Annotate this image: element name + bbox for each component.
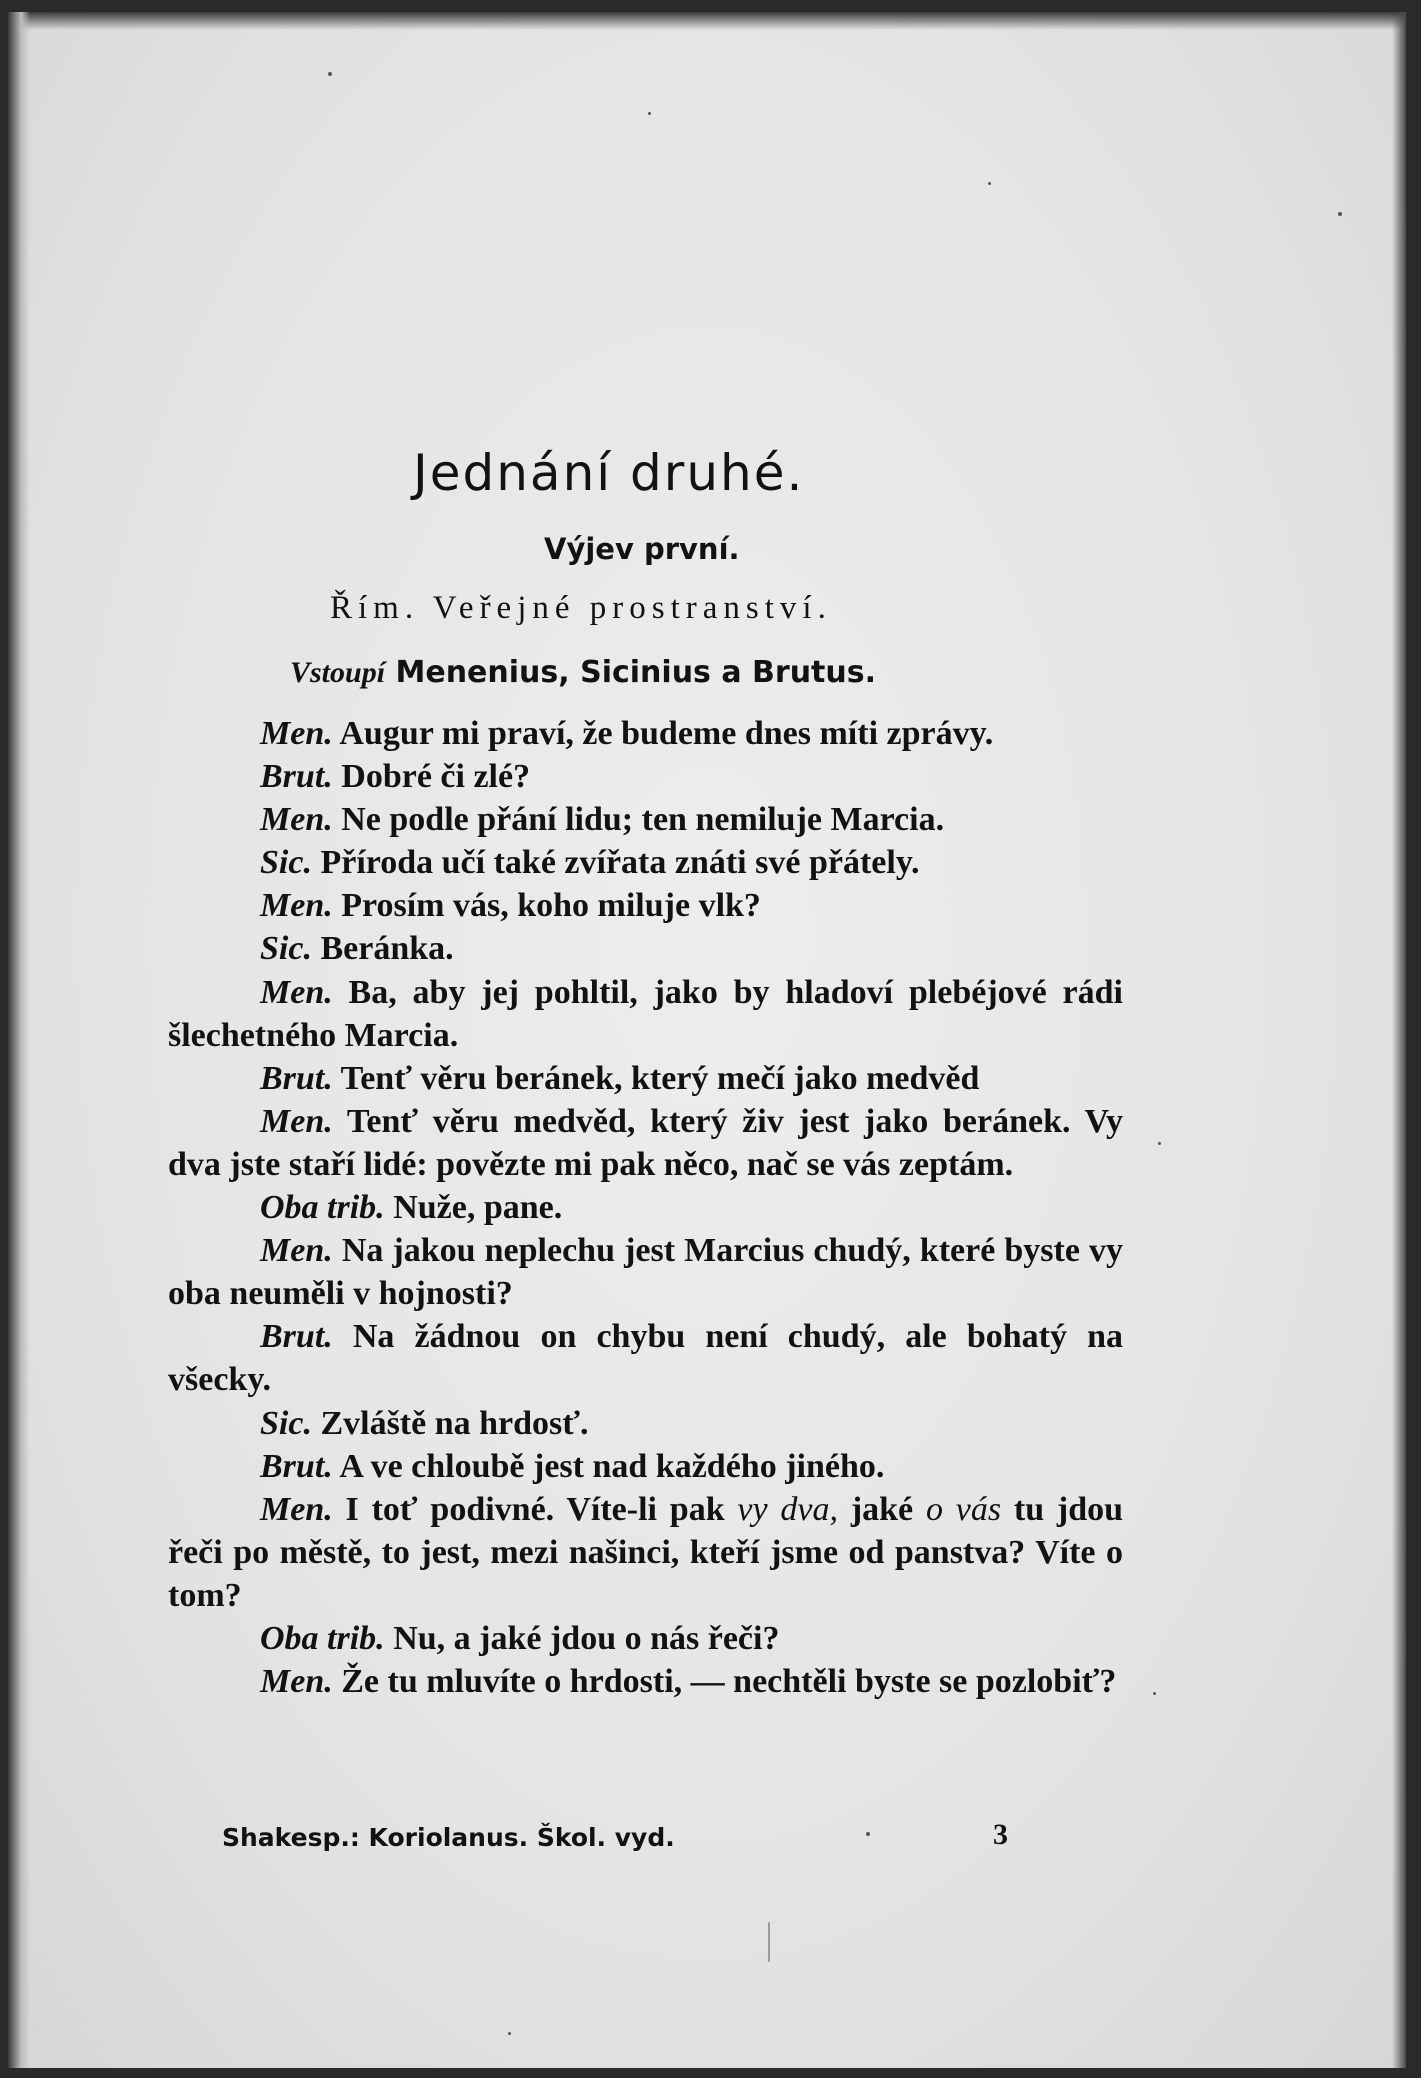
stage-direction <box>290 655 876 690</box>
speaker: Men. <box>260 1663 333 1701</box>
paper-speck <box>768 1922 770 1962</box>
speaker: Oba trib. <box>260 1189 385 1227</box>
speech: Nu, a jaké jdou o nás řeči? <box>393 1619 780 1657</box>
speaker: Men. <box>260 973 333 1011</box>
speech: Na jakou neplechu jest Marcius chudý, které byste vy oba neuměli v hojnosti? <box>168 1232 1124 1313</box>
speaker: Brut. <box>260 1447 333 1485</box>
speaker: Oba trib. <box>260 1619 385 1657</box>
speech: Dobré či zlé? <box>341 758 531 796</box>
speaker: Sic. <box>260 930 312 968</box>
emphasis: vy dva, <box>737 1490 838 1528</box>
dialogue-block <box>168 712 1123 1703</box>
dialogue-line <box>168 884 1123 927</box>
page-shadow-right <box>1392 12 1406 2068</box>
dialogue-line <box>168 1229 1123 1315</box>
speech: I toť podivné. Víte-li pak <box>345 1490 725 1528</box>
dialogue-line <box>168 1315 1123 1401</box>
paper-speck <box>328 72 332 76</box>
scene-title: Výjev první. <box>544 532 740 566</box>
speech: Na žádnou on chybu není chudý, ale bohatý na všecky. <box>168 1318 1123 1399</box>
speech: Nuže, pane. <box>393 1189 563 1227</box>
speaker: Men. <box>260 801 333 839</box>
page-number: 3 <box>993 1818 1008 1851</box>
dialogue-line <box>168 1488 1123 1617</box>
speech: Augur mi praví, že budeme dnes míti zprávy. <box>339 715 994 752</box>
speech: Ne podle přání lidu; ten nemiluje Marcia. <box>341 801 945 839</box>
speech: Příroda učí také zvířata znáti své přátely. <box>320 844 920 882</box>
speaker: Men. <box>260 887 333 925</box>
speaker: Men. <box>260 1232 333 1270</box>
paper-speck <box>866 1832 870 1836</box>
speech: Beránka. <box>320 930 454 968</box>
dialogue-line <box>168 1402 1123 1445</box>
speech: Ba, aby jej pohltil, jako by hladoví plebéjové rádi šlechetného Marcia. <box>168 973 1123 1054</box>
speech: tu jdou řeči po městě, to jest, mezi našinci, kteří jsme od panstva? Víte o tom? <box>168 1490 1124 1614</box>
speech: Že tu mluvíte o hrdosti, — nechtěli byste se pozlobiť? <box>341 1663 1117 1701</box>
page-shadow-top <box>8 12 1406 30</box>
emphasis: o vás <box>925 1490 1002 1528</box>
dialogue-line <box>168 755 1123 798</box>
paper-speck <box>1158 1142 1161 1145</box>
speaker: Sic. <box>260 844 312 882</box>
speech: Tenť věru medvěd, který živ jest jako beránek. Vy dva jste staří lidé: povězte mi pak něco, nač se vás zeptám. <box>168 1102 1123 1183</box>
paper-speck <box>988 182 991 185</box>
dialogue-line <box>168 927 1123 970</box>
page-footer-source: Shakesp.: Koriolanus. Škol. vyd. <box>222 1823 675 1852</box>
dialogue-line <box>168 1617 1123 1660</box>
dialogue-line <box>168 1100 1123 1186</box>
speaker: Men. <box>260 1102 333 1140</box>
dialogue-line <box>168 1186 1123 1229</box>
stage-direction-verb: Vstoupí <box>290 656 386 689</box>
speech: Zvláště na hrdosť. <box>320 1404 589 1442</box>
dialogue-line <box>168 971 1123 1057</box>
stage-direction-characters: Menenius, Sicinius a Brutus. <box>395 655 877 690</box>
act-title: Jednání druhé. <box>413 444 805 502</box>
paper-speck <box>1338 212 1342 216</box>
dialogue-line <box>168 1057 1123 1100</box>
speech: Tenť věru beránek, který mečí jako medvěd <box>340 1059 980 1097</box>
speech: Prosím vás, koho miluje vlk? <box>341 887 761 925</box>
speaker: Sic. <box>260 1404 312 1442</box>
dialogue-line <box>168 841 1123 884</box>
speaker: Brut. <box>260 1318 333 1356</box>
dialogue-line <box>168 712 1123 755</box>
paper-speck <box>1153 1692 1156 1695</box>
paper-speck <box>508 2032 511 2035</box>
speaker: Men. <box>260 1490 333 1528</box>
dialogue-line <box>168 1445 1123 1488</box>
dialogue-line <box>168 798 1123 841</box>
speaker: Brut. <box>260 1059 333 1097</box>
book-page <box>8 12 1406 2068</box>
speech: jaké <box>850 1490 914 1528</box>
speaker: Men. <box>260 715 333 752</box>
scene-setting: Řím. Veřejné prostranství. <box>330 590 832 626</box>
speech: A ve chloubě jest nad každého jiného. <box>339 1447 885 1485</box>
speaker: Brut. <box>260 758 333 796</box>
page-shadow-left <box>8 12 30 2068</box>
paper-speck <box>648 112 651 115</box>
dialogue-line <box>168 1660 1123 1703</box>
